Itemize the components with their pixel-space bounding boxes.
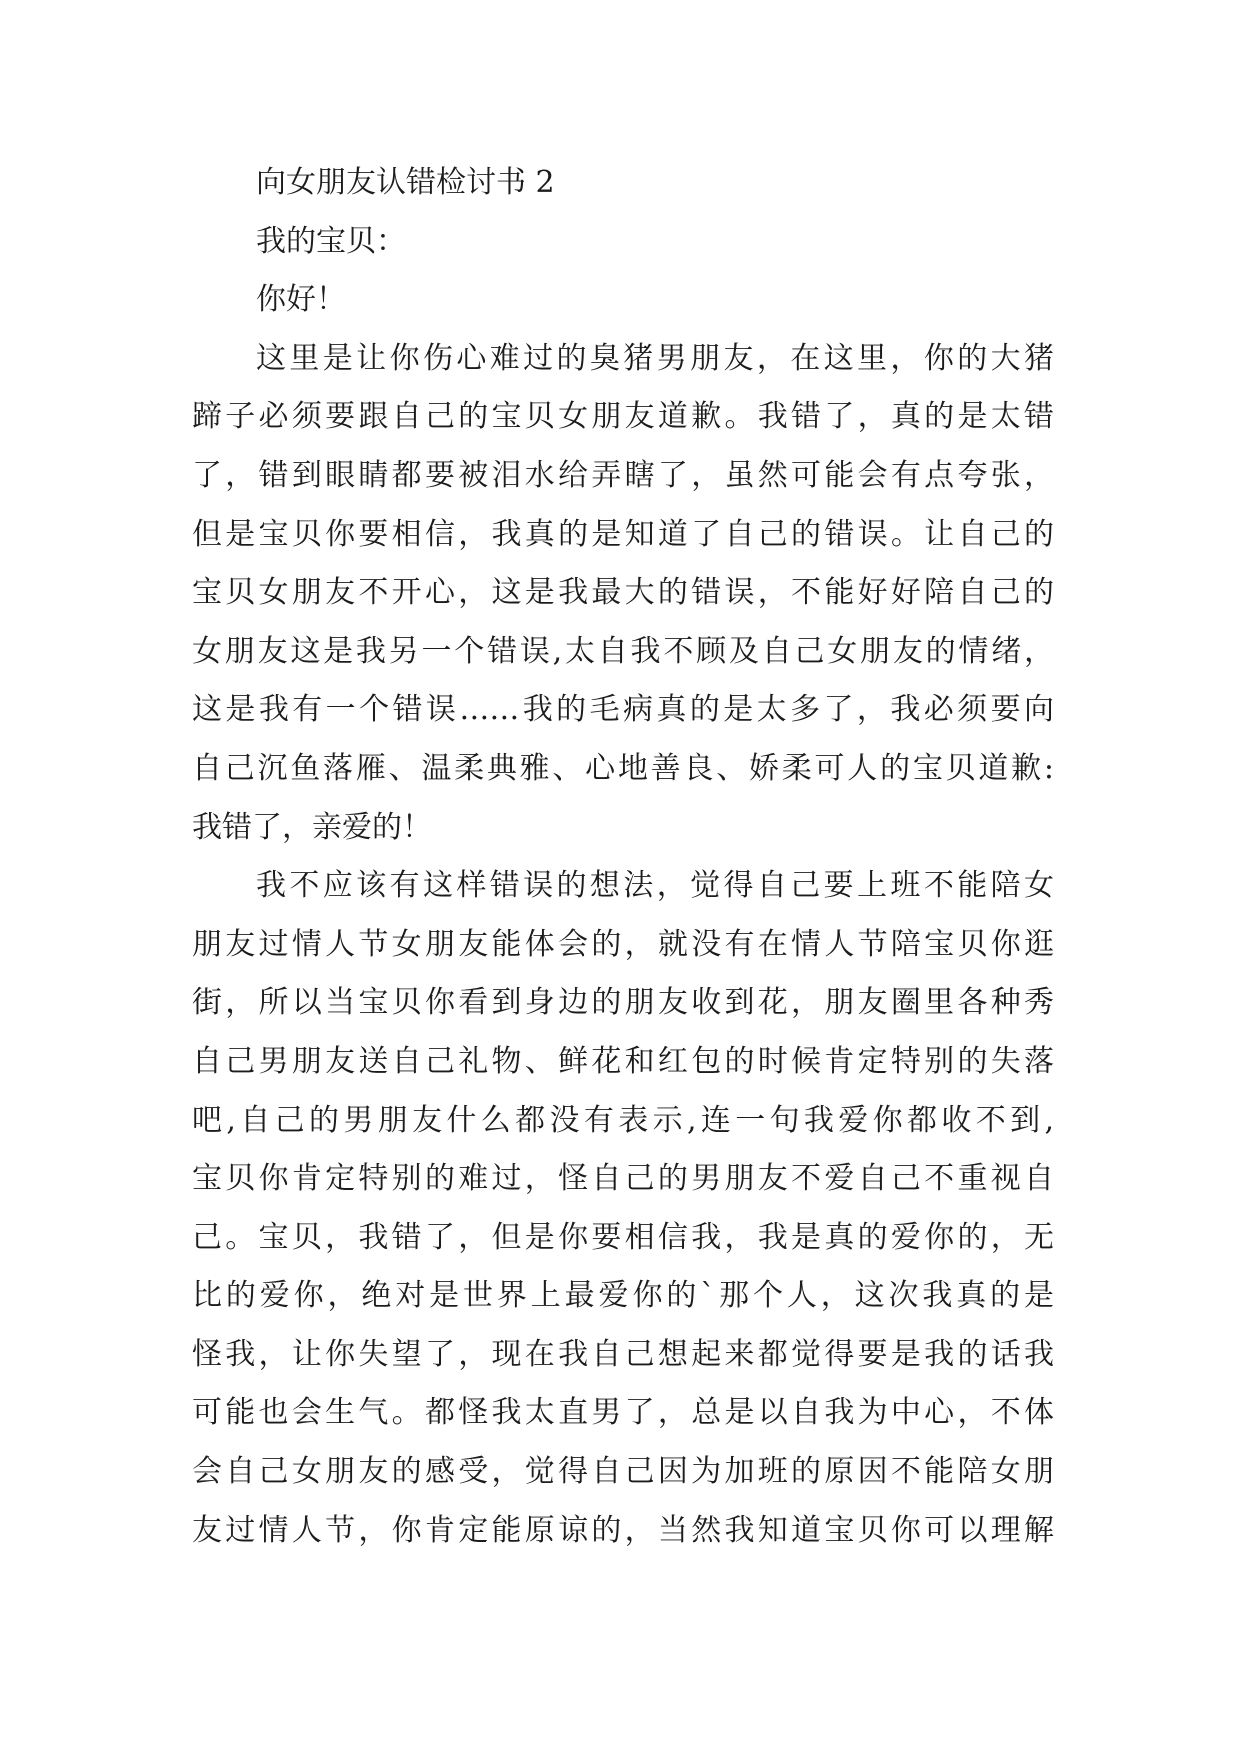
paragraph-line: 这是我有一个错误……我的毛病真的是太多了，我必须要向 (192, 692, 1054, 728)
paragraph-line: 比的爱你，绝对是世界上最爱你的`那个人，这次我真的是 (192, 1278, 1054, 1314)
paragraph-line: 了，错到眼睛都要被泪水给弄瞎了，虽然可能会有点夸张， (192, 457, 1054, 493)
paragraph-line: 这里是让你伤心难过的臭猪男朋友，在这里，你的大猪 (256, 340, 1054, 376)
paragraph-2 (192, 857, 1054, 1560)
greeting: 你好！ (256, 282, 346, 318)
paragraph-line: 但是宝贝你要相信，我真的是知道了自己的错误。让自己的 (192, 516, 1054, 552)
paragraph-line: 自己沉鱼落雁、温柔典雅、心地善良、娇柔可人的宝贝道歉: (192, 750, 1054, 786)
document-title: 向女朋友认错检讨书 2 (256, 165, 555, 200)
paragraph-line: 己。宝贝，我错了，但是你要相信我，我是真的爱你的，无 (192, 1219, 1054, 1255)
paragraph-line: 怪我，让你失望了，现在我自己想起来都觉得要是我的话我 (192, 1336, 1054, 1372)
paragraph-line: 我不应该有这样错误的想法，觉得自己要上班不能陪女 (256, 868, 1054, 904)
document-body (192, 154, 1054, 1560)
paragraph-line: 会自己女朋友的感受，觉得自己因为加班的原因不能陪女朋 (192, 1454, 1054, 1490)
paragraph-line: 宝贝女朋友不开心，这是我最大的错误，不能好好陪自己的 (192, 575, 1054, 611)
paragraph-line: 女朋友这是我另一个错误,太自我不顾及自己女朋友的情绪， (192, 633, 1054, 669)
paragraph-line: 吧,自己的男朋友什么都没有表示,连一句我爱你都收不到, (192, 1102, 1054, 1138)
paragraph-line: 自己男朋友送自己礼物、鲜花和红包的时候肯定特别的失落 (192, 1043, 1054, 1079)
paragraph-line: 蹄子必须要跟自己的宝贝女朋友道歉。我错了，真的是太错 (192, 399, 1054, 435)
salutation: 我的宝贝： (256, 223, 406, 259)
paragraph-line: 可能也会生气。都怪我太直男了，总是以自我为中心，不体 (192, 1395, 1054, 1431)
paragraph-line: 我错了，亲爱的！ (192, 809, 432, 845)
paragraph-line: 朋友过情人节女朋友能体会的，就没有在情人节陪宝贝你逛 (192, 926, 1054, 962)
paragraph-line: 友过情人节，你肯定能原谅的，当然我知道宝贝你可以理解 (192, 1512, 1054, 1548)
paragraph-line: 宝贝你肯定特别的难过，怪自己的男朋友不爱自己不重视自 (192, 1161, 1054, 1197)
paragraph-1 (192, 330, 1054, 857)
paragraph-line: 街，所以当宝贝你看到身边的朋友收到花，朋友圈里各种秀 (192, 985, 1054, 1021)
